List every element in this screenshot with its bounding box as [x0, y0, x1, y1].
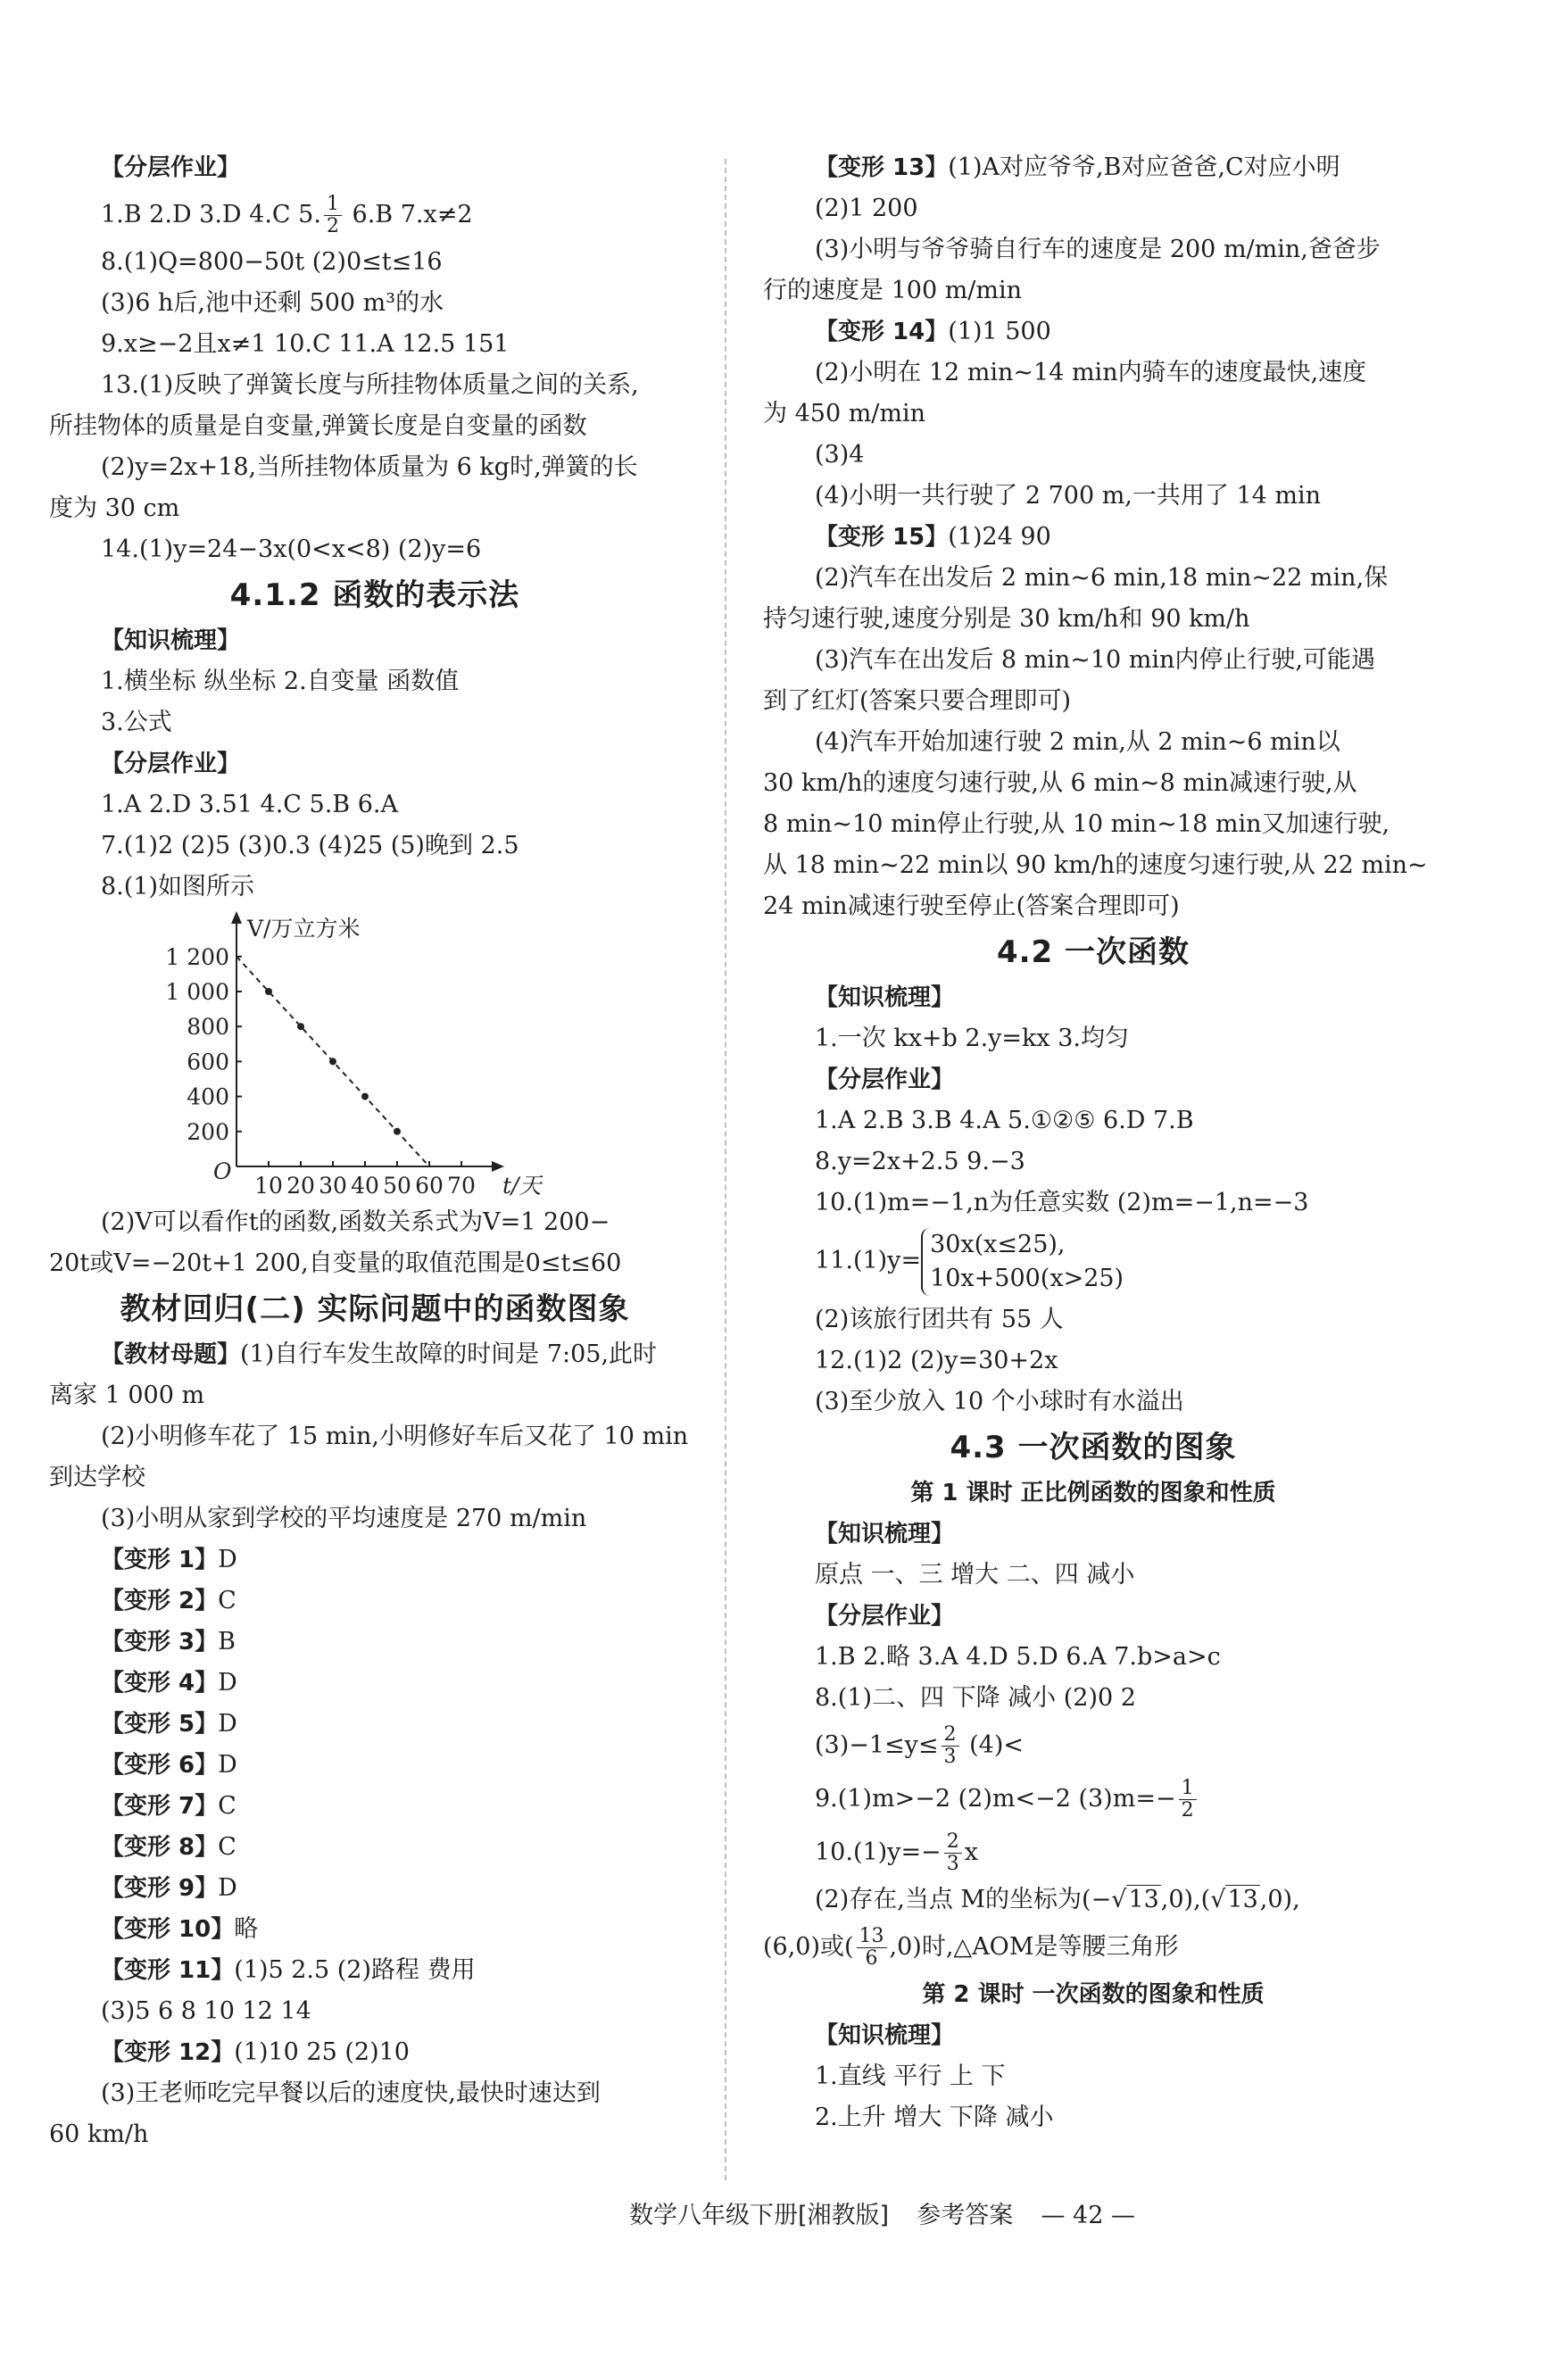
variant-answer: 【变形 3】B: [101, 1628, 236, 1656]
answer-line: 为 450 m/min: [763, 400, 926, 427]
variant-answer: 【变形 14】(1)1 500: [815, 318, 1051, 345]
answer-line: 9.x≥−2且x≠1 10.C 11.A 12.5 151: [101, 330, 510, 358]
answer-line: (2)y=2x+18,当所挂物体质量为 6 kg时,弹簧的长: [101, 453, 638, 481]
x-tick-label: 50: [383, 1173, 411, 1199]
page-number: — 42 —: [1041, 2202, 1135, 2229]
answer-line: 离家 1 000 m: [49, 1382, 205, 1409]
answer-line: 14.(1)y=24−3x(0<x<8) (2)y=6: [101, 535, 482, 563]
answer-line: 1.横坐标 纵坐标 2.自变量 函数值: [101, 668, 460, 695]
footer-book: 数学八年级下册[湘教版]: [629, 2202, 890, 2229]
variant-answer: 【变形 13】(1)A对应爷爷,B对应爸爸,C对应小明: [815, 154, 1340, 181]
answer-line: (2)1 200: [815, 195, 918, 222]
sqrt-icon: √: [1111, 1885, 1127, 1913]
answer-line: (3)至少放入 10 个小球时有水溢出: [815, 1387, 1184, 1415]
answer-line: (3)6 h后,池中还剩 500 m³的水: [101, 289, 444, 317]
section-tag: 【知识梳理】: [815, 984, 955, 1011]
answer-line: 8.(1)二、四 下降 减小 (2)0 2: [815, 1683, 1136, 1712]
answer-line: (2)小明在 12 min~14 min内骑车的速度最快,速度: [815, 359, 1367, 386]
answer-line: 7.(1)2 (2)5 (3)0.3 (4)25 (5)晚到 2.5: [101, 832, 519, 859]
variant-answer: 【变形 12】(1)10 25 (2)10: [101, 2038, 410, 2066]
x-tick-label: 60: [415, 1173, 444, 1199]
right-column: [763, 147, 1428, 2138]
lesson-heading: 第 1 课时 正比例函数的图象和性质: [910, 1479, 1276, 1506]
answer-line: (3)小明与爷爷骑自行车的速度是 200 m/min,爸爸步: [815, 236, 1381, 263]
column-divider: [725, 159, 726, 2180]
x-tick-label: 40: [351, 1173, 379, 1199]
section-tag: 【知识梳理】: [815, 2021, 955, 2049]
fraction: $\frac{13}{6}$: [857, 1926, 887, 1970]
answer-line: (4)汽车开始加速行驶 2 min,从 2 min~6 min以: [815, 728, 1340, 756]
y-tick-label: 600: [187, 1049, 229, 1075]
variant-answer: 【变形 10】略: [101, 1915, 259, 1943]
answer-line: 1.A 2.B 3.B 4.A 5.①②⑤ 6.D 7.B: [815, 1107, 1194, 1134]
answer-line: (3)汽车在出发后 8 min~10 min内停止行驶,可能遇: [815, 646, 1375, 674]
section-tag: 【知识梳理】: [815, 1520, 955, 1548]
piecewise-brace: 30x(x≤25), 10x+500(x>25): [921, 1224, 1124, 1299]
data-point: [361, 1093, 369, 1100]
fraction: $\frac{1}{2}$: [1179, 1778, 1197, 1821]
data-point: [297, 1023, 304, 1030]
data-point: [394, 1128, 401, 1135]
answer-line: 1.B 2.D 3.D 4.C 5. $\frac{1}{2}$ 6.B 7.x≠2: [101, 193, 473, 237]
answer-line: 8.y=2x+2.5 9.−3: [815, 1148, 1025, 1175]
variant-answer: 【变形 4】D: [101, 1669, 237, 1697]
answer-line: (2)存在,当点 M的坐标为(−√13,0),(√13,0),: [815, 1885, 1300, 1913]
answer-line: 持匀速行驶,速度分别是 30 km/h和 90 km/h: [763, 605, 1250, 633]
volume-time-chart: [138, 908, 638, 1202]
answer-line: 行的速度是 100 m/min: [763, 277, 1023, 304]
lesson-heading: 第 2 课时 一次函数的图象和性质: [922, 1980, 1265, 2008]
data-point: [329, 1058, 336, 1065]
x-tick-label: 70: [447, 1173, 476, 1199]
answer-line: 度为 30 cm: [49, 494, 180, 522]
answer-line: 13.(1)反映了弹簧长度与所挂物体质量之间的关系,: [101, 371, 639, 399]
variant-answer: 【变形 2】C: [101, 1587, 236, 1614]
answer-line: 1.B 2.略 3.A 4.D 5.D 6.A 7.b>a>c: [815, 1642, 1221, 1671]
y-tick-label: 1 000: [165, 979, 229, 1005]
variant-answer: 【变形 1】D: [101, 1546, 237, 1573]
answer-line: (6,0)或( $\frac{13}{6}$ ,0)时,△AOM是等腰三角形: [763, 1924, 1179, 1970]
piecewise-answer: 11.(1)y= 30x(x≤25), 10x+500(x>25): [763, 1224, 1423, 1299]
answer-line: 2.上升 增大 下降 减小: [815, 2103, 1054, 2131]
section-tag: 【知识梳理】: [101, 627, 241, 654]
answer-line: (2)该旅行团共有 55 人: [815, 1305, 1064, 1333]
sqrt-icon: √: [1210, 1885, 1226, 1913]
y-tick-label: 1 200: [165, 943, 229, 970]
fraction: $\frac{2}{3}$: [942, 1724, 959, 1768]
x-axis-arrow-icon: [492, 1161, 504, 1172]
answer-line: 1.A 2.D 3.51 4.C 5.B 6.A: [101, 791, 398, 818]
answer-line: 1.一次 kx+b 2.y=kx 3.均匀: [815, 1025, 1129, 1052]
answer-line: 20t或V=−20t+1 200,自变量的取值范围是0≤t≤60: [49, 1249, 622, 1277]
answer-line: 9.(1)m>−2 (2)m<−2 (3)m=− $\frac{1}{2}$: [763, 1772, 1423, 1826]
page-footer: [629, 2195, 1135, 2230]
chart-svg: [138, 908, 638, 1202]
answer-line: 8.(1)Q=800−50t (2)0≤t≤16: [101, 248, 443, 276]
answer-line: (3)王老师吃完早餐以后的速度快,最快时速达到: [101, 2079, 601, 2107]
variant-answer: 【变形 6】D: [101, 1751, 237, 1779]
y-tick-label: 400: [187, 1083, 229, 1110]
answer-line: 从 18 min~22 min以 90 km/h的速度匀速行驶,从 22 min~: [763, 851, 1428, 879]
y-axis-label: V/万立方米: [247, 916, 361, 942]
section-heading: 4.2 一次函数: [996, 934, 1191, 970]
data-point: [265, 988, 272, 995]
answer-line: (4)小明一共行驶了 2 700 m,一共用了 14 min: [815, 482, 1322, 510]
variant-answer: 【变形 11】(1)5 2.5 (2)路程 费用: [101, 1956, 476, 1984]
x-tick-label: 30: [319, 1173, 347, 1199]
answer-line: 60 km/h: [49, 2120, 149, 2148]
answer-line: 8.(1)如图所示: [101, 873, 255, 900]
answer-line: (2)汽车在出发后 2 min~6 min,18 min~22 min,保: [815, 564, 1389, 592]
variant-answer: 【变形 9】D: [101, 1874, 237, 1902]
answer-line: 1.直线 平行 上 下: [815, 2062, 1006, 2090]
fraction: $\frac{1}{2}$: [324, 194, 342, 237]
section-tag: 【分层作业】: [815, 1602, 955, 1630]
section-heading: 教材回归(二) 实际问题中的函数图象: [120, 1291, 630, 1327]
answer-line: 10.(1)y=− $\frac{2}{3}$ x: [815, 1830, 978, 1875]
y-tick-label: 200: [187, 1118, 229, 1145]
answer-line: 到了红灯(答案只要合理即可): [763, 687, 1072, 715]
answer-line: (3)−1≤y≤ $\frac{2}{3}$ (4)<: [815, 1722, 1024, 1768]
section-tag: 【分层作业】: [101, 751, 241, 777]
y-tick-label: 800: [187, 1014, 229, 1041]
answer-line: 10.(1)m=−1,n为任意实数 (2)m=−1,n=−3: [815, 1189, 1309, 1216]
fraction: $\frac{2}{3}$: [944, 1831, 962, 1875]
variant-answer: 【变形 8】C: [101, 1833, 236, 1861]
section-tag: 【分层作业】: [815, 1066, 955, 1093]
answer-line: (2)小明修车花了 15 min,小明修好车后又花了 10 min: [101, 1423, 689, 1450]
x-axis-label: t/天: [502, 1173, 542, 1199]
answer-line: 12.(1)2 (2)y=30+2x: [815, 1346, 1058, 1374]
variant-answer: 【变形 15】(1)24 90: [815, 523, 1051, 551]
answer-line: 所挂物体的质量是自变量,弹簧长度是自变量的函数: [49, 412, 587, 440]
section-heading: 4.3 一次函数的图象: [950, 1429, 1237, 1465]
answer-line: 【教材母题】(1)自行车发生故障的时间是 7:05,此时: [101, 1340, 658, 1368]
origin-label: O: [213, 1158, 232, 1184]
answer-line: (3)5 6 8 10 12 14: [101, 1997, 311, 2025]
y-axis-arrow-icon: [231, 911, 242, 924]
variant-answer: 【变形 7】C: [101, 1792, 236, 1820]
answer-line: (3)小明从家到学校的平均速度是 270 m/min: [101, 1505, 587, 1532]
section-tag: 【分层作业】: [101, 154, 241, 181]
left-column: [49, 147, 701, 2155]
answer-line: 30 km/h的速度匀速行驶,从 6 min~8 min减速行驶,从: [763, 769, 1357, 797]
footer-section: 参考答案: [917, 2202, 1014, 2229]
section-heading: 4.1.2 函数的表示法: [229, 577, 520, 613]
variant-answer: 【变形 5】D: [101, 1710, 237, 1738]
answer-line: (2)V可以看作t的函数,函数关系式为V=1 200−: [101, 1208, 610, 1236]
answer-line: 3.公式: [101, 709, 172, 736]
answer-line: 8 min~10 min停止行驶,从 10 min~18 min又加速行驶,: [763, 810, 1390, 838]
answer-line: 24 min减速行驶至停止(答案合理即可): [763, 892, 1180, 920]
answer-line: 到达学校: [49, 1464, 145, 1491]
answer-line: (3)4: [815, 441, 865, 469]
x-tick-label: 10: [254, 1173, 283, 1199]
x-tick-label: 20: [286, 1173, 315, 1199]
answer-line: 原点 一、三 增大 二、四 减小: [815, 1560, 1135, 1589]
